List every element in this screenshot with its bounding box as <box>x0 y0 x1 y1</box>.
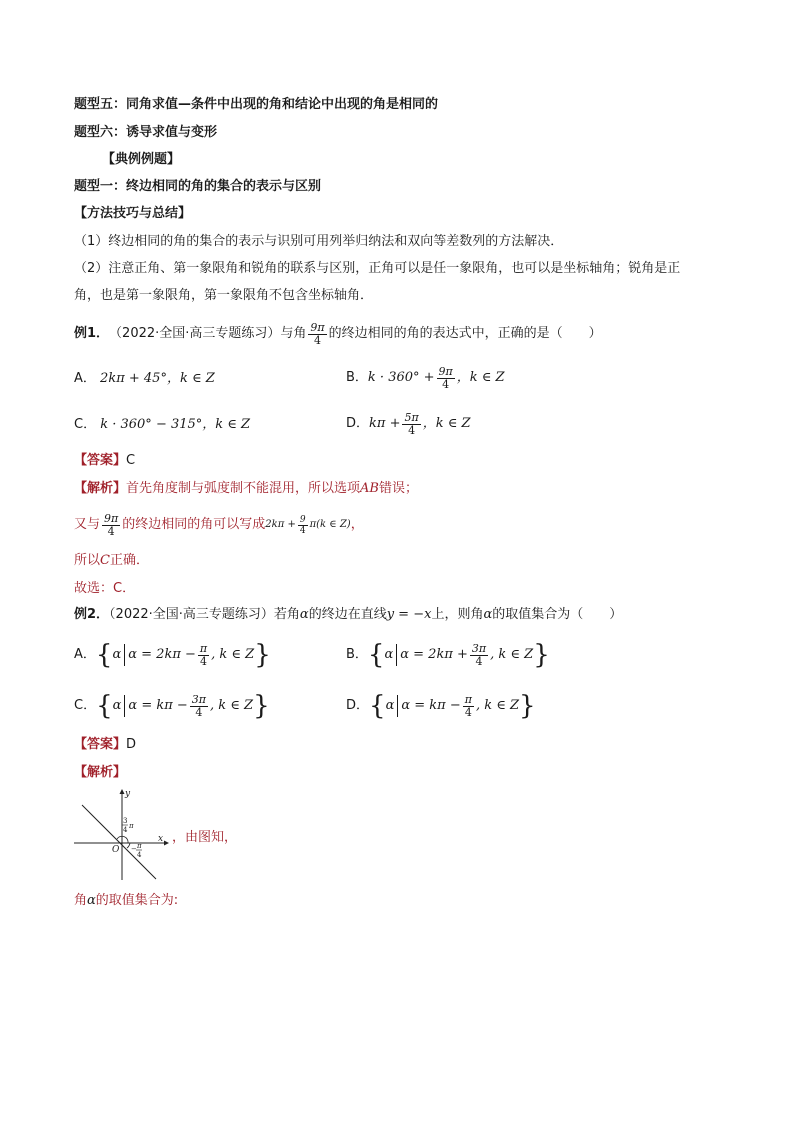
example-1-choose: 故选：C． <box>74 581 136 596</box>
svg-text:4: 4 <box>137 851 142 859</box>
example-1-option-b[interactable]: B． k · 360° + $\frac{9\pi}{4}$ ，k ∈ Z <box>346 364 505 391</box>
method-point-2a: （2）注意正角、第一象限角和锐角的联系与区别，正角可以是任一象限角，也可以是坐标轴角；锐角是正 <box>74 261 681 276</box>
example-2-option-b[interactable]: B． { α α = 2kπ + $\frac{3\pi}{4}$ , k ∈ Z } <box>346 640 550 670</box>
example-1-analysis-line-1: 【解析】首先角度制与弧度制不能混用，所以选项AB错误； <box>74 481 418 496</box>
example-1-option-c[interactable]: C． k · 360° − 315°，k ∈ Z <box>74 417 251 432</box>
example-1-label: 例1． <box>74 326 110 341</box>
origin-label: O <box>112 845 120 855</box>
question-type-5: 题型五：同角求值—条件中出现的角和结论中出现的角是相同的 <box>74 97 439 112</box>
method-point-1: （1）终边相同的角的集合的表示与识别可用列举归纳法和双向等差数列的方法解决． <box>74 234 564 249</box>
svg-text:−: − <box>131 845 137 853</box>
example-2-answer: 【答案】D <box>74 737 137 752</box>
angle-arc-negative-quarter-pi <box>127 843 130 848</box>
figure-caption: ，由图知， <box>172 830 238 845</box>
example-2-option-d[interactable]: D． { α α = kπ − $\frac{\pi}{4}$ , k ∈ Z } <box>346 691 536 721</box>
fraction-9pi-over-4: $\frac{9\pi}{4}$ <box>310 320 325 347</box>
example-1-question <box>74 319 602 349</box>
example-1-answer: 【答案】C <box>74 453 136 468</box>
example-2-question: 例2．（2022·全国·高三专题练习）若角α的终边在直线y = −x上，则角α的取值集合为（ ） <box>74 607 623 622</box>
example-2-option-a[interactable]: A． { α α = 2kπ − $\frac{\pi}{4}$ , k ∈ Z } <box>74 640 271 670</box>
example-1-analysis-line-3: 所以C正确． <box>74 553 149 568</box>
example-1-option-d[interactable]: D． kπ + $\frac{5\pi}{4}$ ，k ∈ Z <box>346 410 471 437</box>
example-1-option-a[interactable]: A． 2kπ + 45°，k ∈ Z <box>74 371 215 386</box>
svg-text:3: 3 <box>123 817 128 825</box>
terminal-line <box>82 805 156 879</box>
svg-text:π: π <box>129 822 134 830</box>
method-header: 【方法技巧与总结】 <box>74 206 192 221</box>
y-axis-arrow <box>120 789 125 794</box>
svg-text:π: π <box>137 842 142 850</box>
x-axis-label: x <box>158 834 164 844</box>
method-point-2b: 角，也是第一象限角，第一象限角不包含坐标轴角． <box>74 288 374 303</box>
question-type-6: 题型六：诱导求值与变形 <box>74 125 218 140</box>
question-type-1: 题型一：终边相同的角的集合的表示与区别 <box>74 179 322 194</box>
example-1-tail: 的终边相同的角的表达式中，正确的是（ ） <box>328 326 602 341</box>
example-1-analysis-line-2: 又与 $\frac{9\pi}{4}$ 的终边相同的角可以写成 2kπ + $\frac{9}{4}$ π(k ∈ Z) ， <box>74 511 364 538</box>
example-2-analysis-label: 【解析】 <box>74 765 127 780</box>
y-axis-label: y <box>125 789 131 799</box>
examples-header: 【典例例题】 <box>102 152 181 167</box>
example-2-final-line: 角α的取值集合为: <box>74 893 179 908</box>
example-1-source: （2022·全国·高三专题练习）与角 <box>109 326 307 341</box>
svg-text:4: 4 <box>123 826 128 834</box>
terminal-side-figure <box>72 788 172 882</box>
example-2-option-c[interactable]: C． { α α = kπ − $\frac{3\pi}{4}$ , k ∈ Z } <box>74 691 270 721</box>
x-axis-arrow <box>164 841 169 846</box>
